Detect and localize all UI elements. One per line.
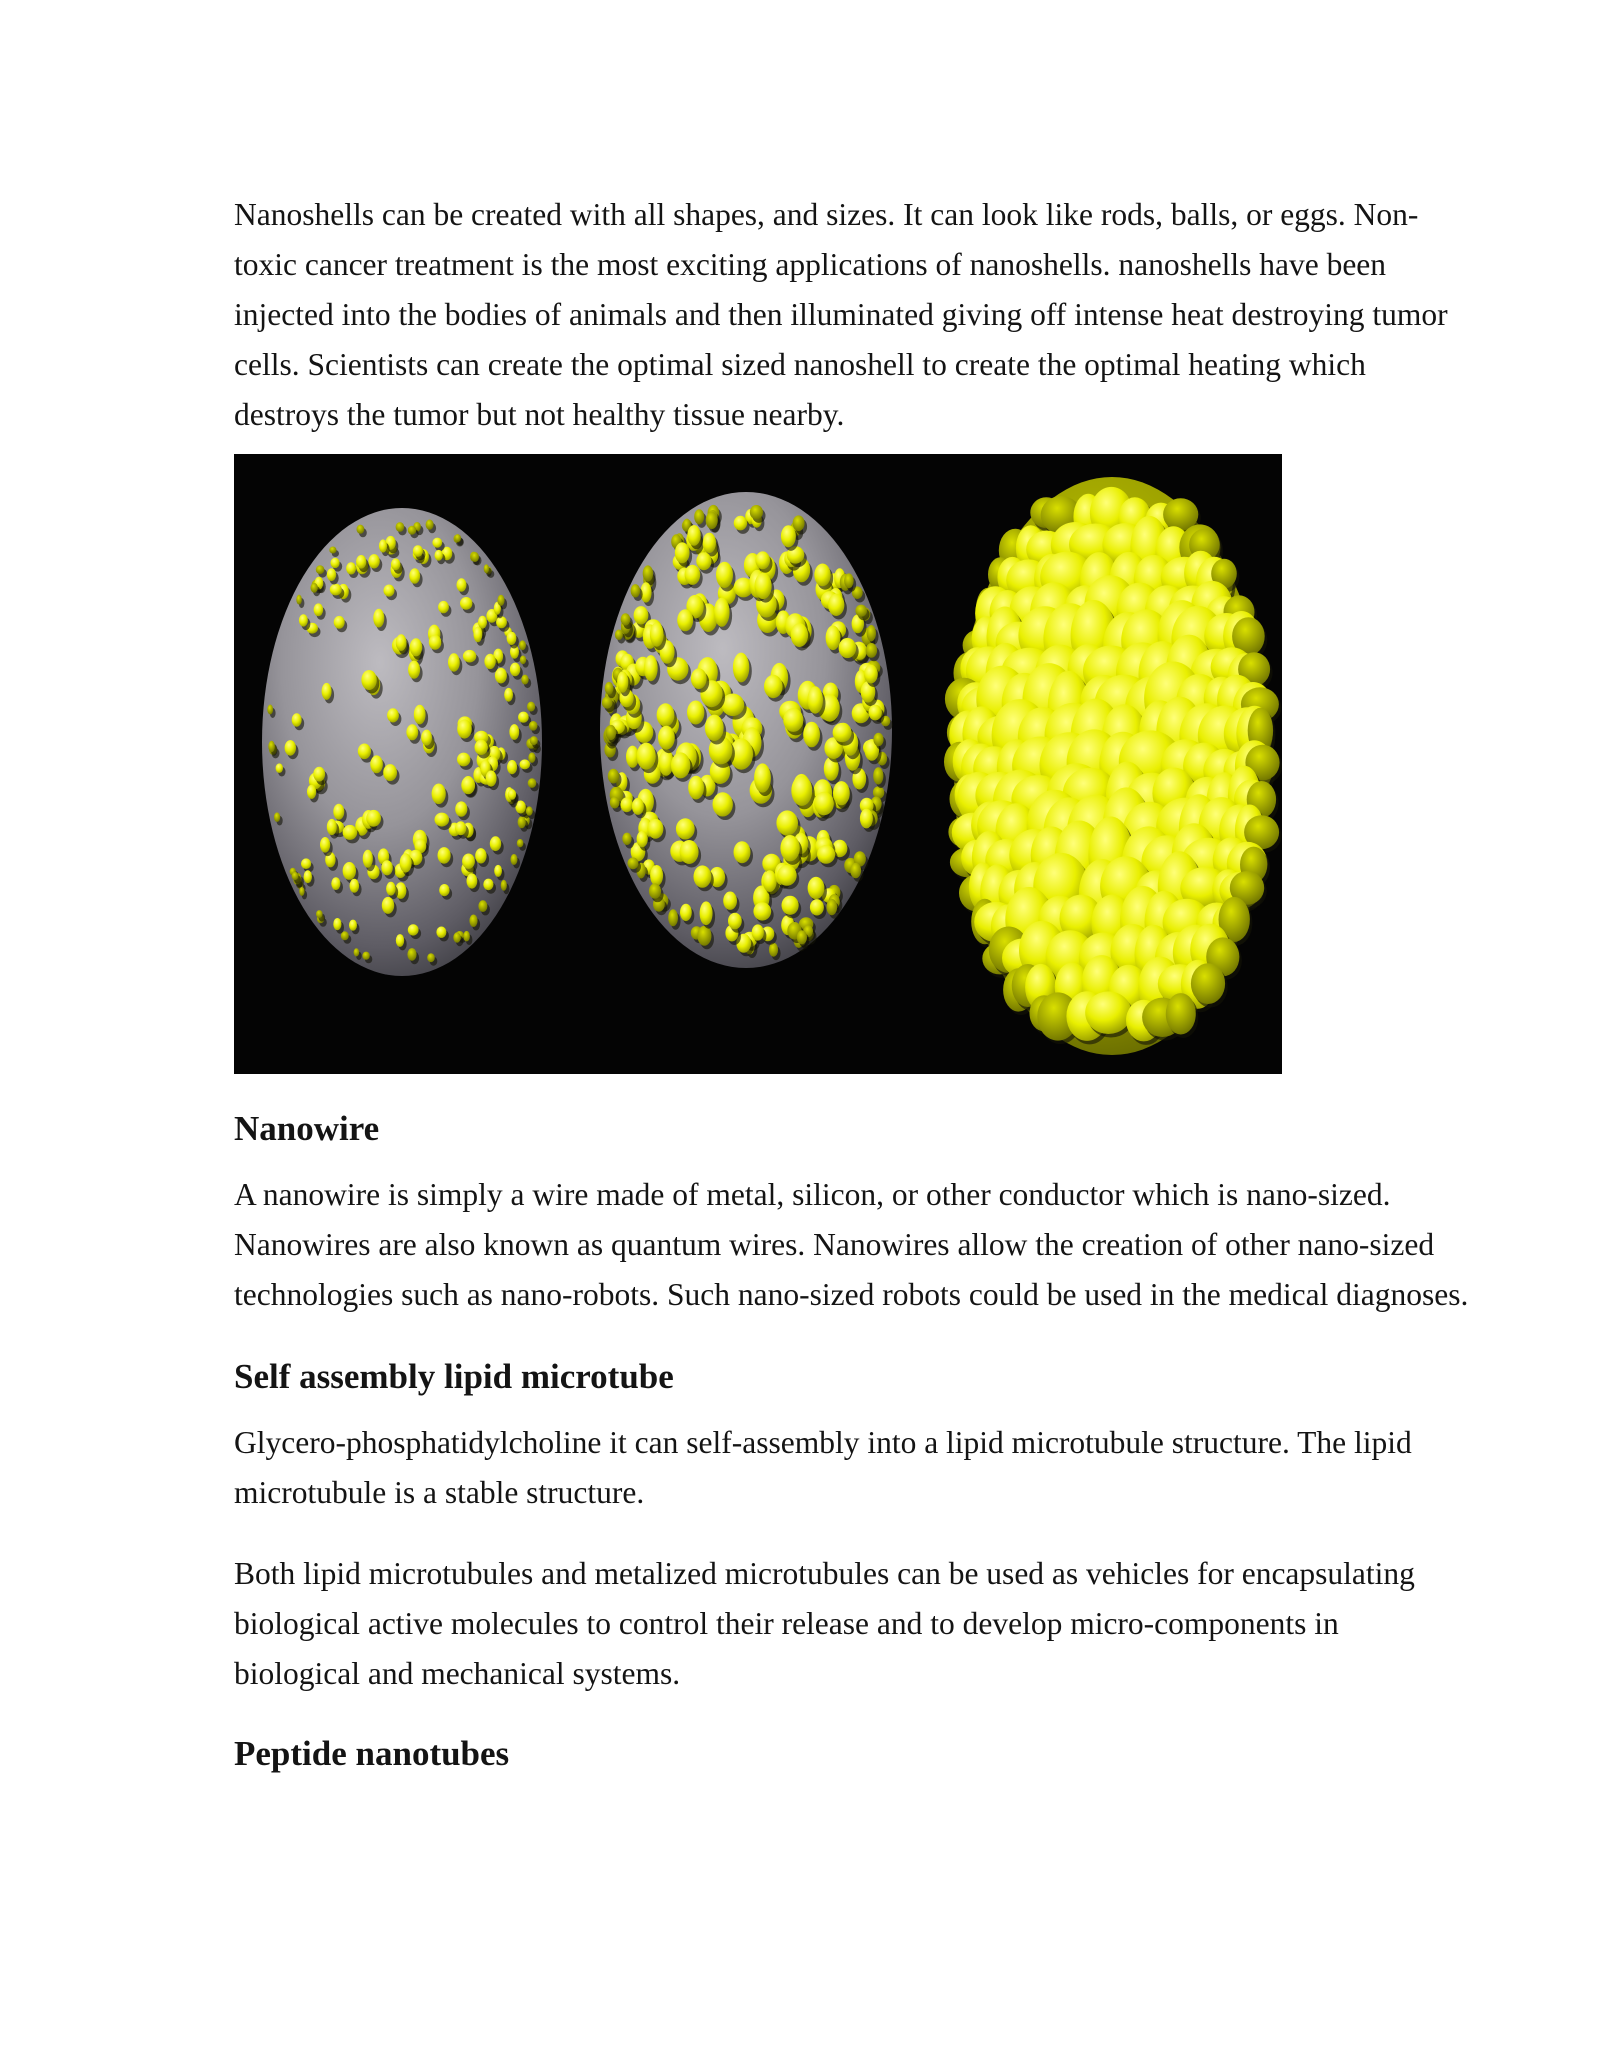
heading-nanowire: Nanowire	[234, 1109, 380, 1148]
heading-peptide-nanotubes: Peptide nanotubes	[234, 1734, 510, 1773]
nanoshells-figure-image	[234, 454, 1282, 1074]
paragraph-lipid-microtube-1: Glycero-phosphatidylcholine it can self-assembly into a lipid microtubule structure. The lipid microtubule is a stable structure.	[234, 1425, 1412, 1510]
paragraph-lipid-microtube-2: Both lipid microtubules and metalized microtubules can be used as vehicles for encapsulating biological active molecules to control their release and to develop micro-components in biological and mechanical systems.	[234, 1556, 1415, 1691]
document-content	[234, 0, 1469, 1779]
paragraph-nanowire: A nanowire is simply a wire made of metal, silicon, or other conductor which is nano-sized. Nanowires are also known as quantum wires. Nanowires allow the creation of other nano-sized technologies such as nano-robots. Such nano-sized robots could be used in the medical diagnoses.	[234, 1177, 1469, 1312]
heading-self-assembly-lipid-microtube: Self assembly lipid microtube	[234, 1357, 674, 1396]
paragraph-nanoshells: Nanoshells can be created with all shapes, and sizes. It can look like rods, balls, or eggs. Non-toxic cancer treatment is the most exciting applications of nanoshells. nanoshells have been injected into the bodies of animals and then illuminated giving off intense heat destroying tumor cells. Scientists can create the optimal sized nanoshell to create the optimal heating which destroys the tumor but not healthy tissue nearby.	[234, 197, 1448, 432]
